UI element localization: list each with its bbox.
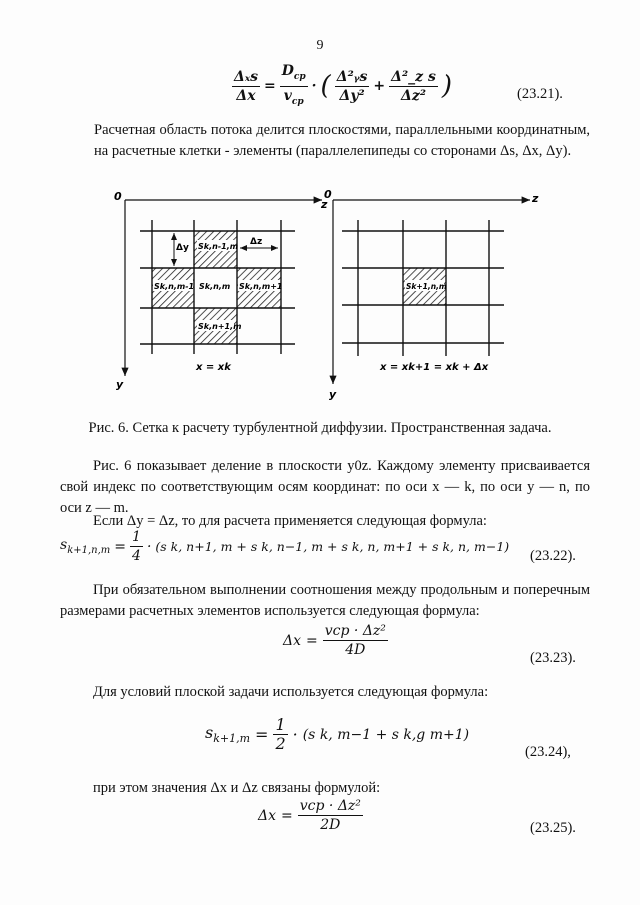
eq21-coef-fraction [280,62,308,111]
eq24-frac-den: 2 [275,734,286,753]
eq24-lhs-sub: k+1,m [213,732,251,746]
left-cell-left-label: Sk,n,m-1 [154,282,195,291]
left-bottom-label: x = xk [196,362,231,373]
left-cell-center-label: Sk,n,m [199,282,231,291]
right-origin-label: 0 [324,188,332,201]
eq23-number: (23.23). [530,650,576,666]
eq21-term2 [389,68,438,105]
eq22-number: (23.22). [530,548,576,564]
eq21-coef-den: v [283,87,292,104]
eq24-lhs: s [205,723,214,743]
eq21-lhs-fraction [232,68,260,105]
figure-caption: Рис. 6. Сетка к расчету турбулентной диффузии. Пространственная задача. [88,420,552,436]
eq25-lhs: Δx [258,807,277,824]
eq25-num: vср · Δz² [299,798,361,814]
eq21-t2-num: Δ²_z s [391,68,436,85]
eq23-equals: = [306,632,318,649]
eq21-t1-num: Δ²ᵧs [336,68,368,85]
eq22-frac-den: 4 [132,548,141,564]
eq21-t2-den: Δz² [401,87,426,104]
eq25-fraction [298,797,363,834]
page-number: 9 [316,38,324,53]
eq21-number: (23.21). [517,86,563,102]
eq24-dot: · [292,725,298,744]
equation-23-22 [60,528,509,565]
left-grid-panel [114,190,328,391]
right-axis-y-label: y [329,388,337,401]
left-dz-label: Δz [250,237,263,247]
eq23-num: vср · Δz² [324,623,386,639]
left-cell-bottom-label: Sk,n+1,m [198,322,242,331]
paragraph-5: Для условий плоской задачи используется следующая формула: [93,684,489,700]
paragraph-4: При обязательном выполнении соотношения между продольным и поперечным размерами расчетных элементов используется следующая формула: [60,582,590,619]
eq21-t1-den: Δy² [339,87,365,104]
eq25-equals: = [281,807,293,824]
eq21-lhs-den: Δx [236,87,256,104]
eq21-coef-den-sub: ср [291,96,304,107]
eq24-fraction [273,716,287,753]
eq21-dot: · [311,78,317,95]
equation-23-21 [232,62,452,111]
eq21-coef-num: D [281,63,294,79]
paragraph-6: при этом значения Δx и Δz связаны формулой: [93,780,381,796]
figure-6 [110,186,550,406]
right-cell-center-label: Sk+1,n,m [406,282,447,291]
eq24-equals: = [255,725,269,744]
eq25-number: (23.25). [530,820,576,836]
eq24-body: (s k, m−1 + s k,g m+1) [302,726,470,743]
eq22-lhs: s [60,537,68,554]
eq24-frac-num: 1 [275,715,286,734]
eq22-dot: · [146,538,152,555]
left-axis-y-label: y [116,378,124,391]
eq23-den: 4D [345,642,366,658]
equation-23-24 [205,716,469,753]
eq22-lhs-sub: k+1,n,m [67,544,111,556]
right-bottom-label: x = xk+1 = xk + Δx [380,362,489,373]
eq21-rparen: ) [441,71,452,102]
eq21-coef-num-sub: ср [293,71,306,82]
equation-23-23 [283,622,388,659]
left-dy-label: Δy [176,243,189,253]
eq21-lparen: ( [320,71,331,102]
eq21-term1 [335,68,370,105]
eq22-body: (s k, n+1, m + s k, n−1, m + s k, n, m+1 + s k, n, m−1) [155,539,510,554]
left-cell-right-label: Sk,n,m+1 [239,282,283,291]
eq22-fraction [130,528,143,565]
right-axis-z-label: z [532,192,539,205]
paragraph-2: Рис. 6 показывает деление в плоскости y0z. Каждому элементу присваивается свой индекс по соответствующим осям координат: по оси x — k, по оси y — n, по оси z — m. [60,458,590,516]
eq24-number: (23.24), [525,744,571,760]
eq22-frac-num: 1 [132,529,141,545]
eq25-den: 2D [320,817,341,833]
eq22-equals: = [114,538,127,555]
eq23-lhs: Δx [283,632,302,649]
paragraph-3: Если Δy = Δz, то для расчета применяется следующая формула: [93,513,487,529]
left-axis-z-label: z [321,198,328,211]
left-origin-label: 0 [114,190,122,203]
eq21-plus: + [373,78,386,95]
eq21-lhs-num: Δₓs [234,68,259,85]
right-grid-panel [324,188,539,401]
eq23-fraction [323,622,388,659]
left-cell-top-label: Sk,n-1,m [198,242,239,251]
eq21-equals: = [264,78,276,95]
equation-23-25 [258,797,363,834]
paragraph-1: Расчетная область потока делится плоскостями, параллельными координатным, на расчетные клетки - элементы (параллелепипеды со сторонами Δs, Δx, Δy). [94,122,590,159]
